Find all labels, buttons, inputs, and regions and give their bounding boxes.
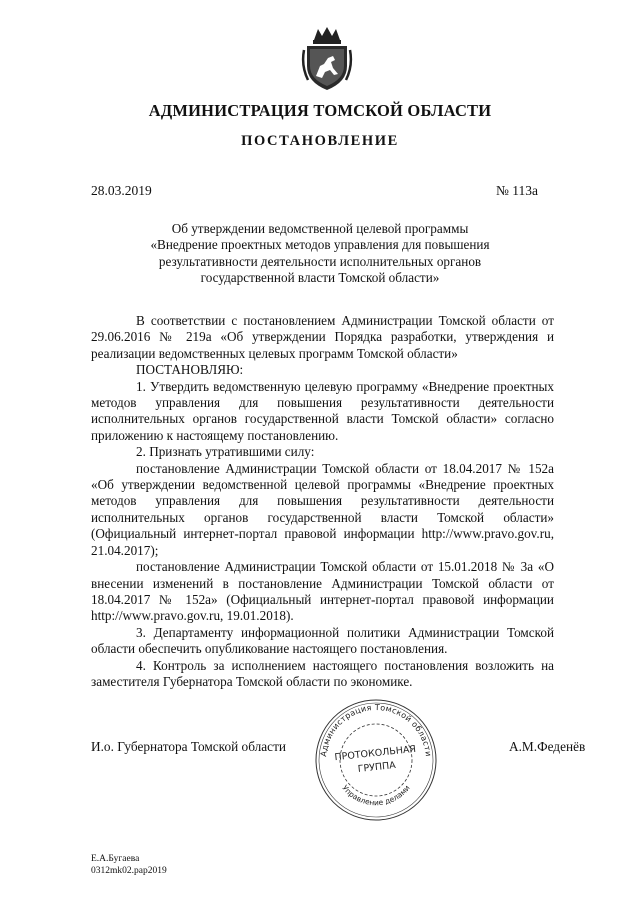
tomsk-coat-of-arms-icon <box>300 26 354 92</box>
executor-info <box>91 853 167 877</box>
file-reference: 0312mk02.pap2019 <box>91 866 167 876</box>
signatory-position: И.о. Губернатора Томской области <box>91 739 287 754</box>
stamp-line-2: ГРУППА <box>357 759 397 775</box>
stamp-outer-text: Администрация Томской области <box>319 702 433 758</box>
subject-line: Об утверждении ведомственной целевой программы <box>171 221 469 236</box>
decree-word: ПОСТАНОВЛЯЮ: <box>136 362 244 378</box>
svg-text:Управление делами <box>340 783 411 807</box>
document-number: № 113а <box>496 183 538 198</box>
subject-line: «Внедрение проектных методов управления для повышения <box>150 237 490 253</box>
intro-paragraph: В соответствии с постановлением Администрации Томской области от 29.06.2016 № 219а «Об утверждении Порядка разработки, утверждения и реализации ведомственных целевых программ Томской области» <box>91 313 554 361</box>
signatory-name: А.М.Феденёв <box>509 739 586 754</box>
subject-line: государственной власти Томской области» <box>200 270 440 286</box>
organization-title: АДМИНИСТРАЦИЯ ТОМСКОЙ ОБЛАСТИ <box>148 101 492 120</box>
document-date: 28.03.2019 <box>91 183 152 198</box>
document-type: ПОСТАНОВЛЕНИЕ <box>241 133 399 149</box>
item-4: 4. Контроль за исполнением настоящего постановления возложить на заместителя Губернатора Томской области по экономике. <box>91 657 554 689</box>
document-body <box>91 313 554 690</box>
stamp-bottom-text: Управление делами <box>340 783 412 808</box>
item-1: 1. Утвердить ведомственную целевую программу «Внедрение проектных методов управления для повышения результативности деятельности исполнительных органов государственной власти Томской области» согласно приложению к настоящему постановлению. <box>91 378 554 443</box>
stamp-line-1: ПРОТОКОЛЬНАЯ <box>334 743 417 764</box>
document-subject <box>130 221 510 287</box>
item-2-sub-b: постановление Администрации Томской области от 15.01.2018 № 3а «О внесении изменений в постановление Администрации Томской области от 18.04.2017 № 152а» (Официальный интернет-портал правовой информации http://www.pravo.gov.ru, 19.01.2018). <box>91 559 554 624</box>
item-3: 3. Департаменту информационной политики Администрации Томской области обеспечить опубликование настоящего постановления. <box>91 624 554 657</box>
item-2-sub-a: постановление Администрации Томской области от 18.04.2017 № 152а «Об утверждении ведомственной целевой программы «Внедрение проектных методов управления для повышения результативности деятельности исполнительных органов государственной власти Томской области» (Официальный интернет-портал правовой информации http://www.pravo.gov.ru, 21.04.2017); <box>91 460 554 558</box>
subject-line: результативности деятельности исполнительных органов <box>158 253 482 269</box>
executor-name: Е.А.Бугаева <box>91 854 140 864</box>
item-2: 2. Признать утратившими силу: <box>136 444 315 460</box>
official-stamp <box>308 698 444 822</box>
